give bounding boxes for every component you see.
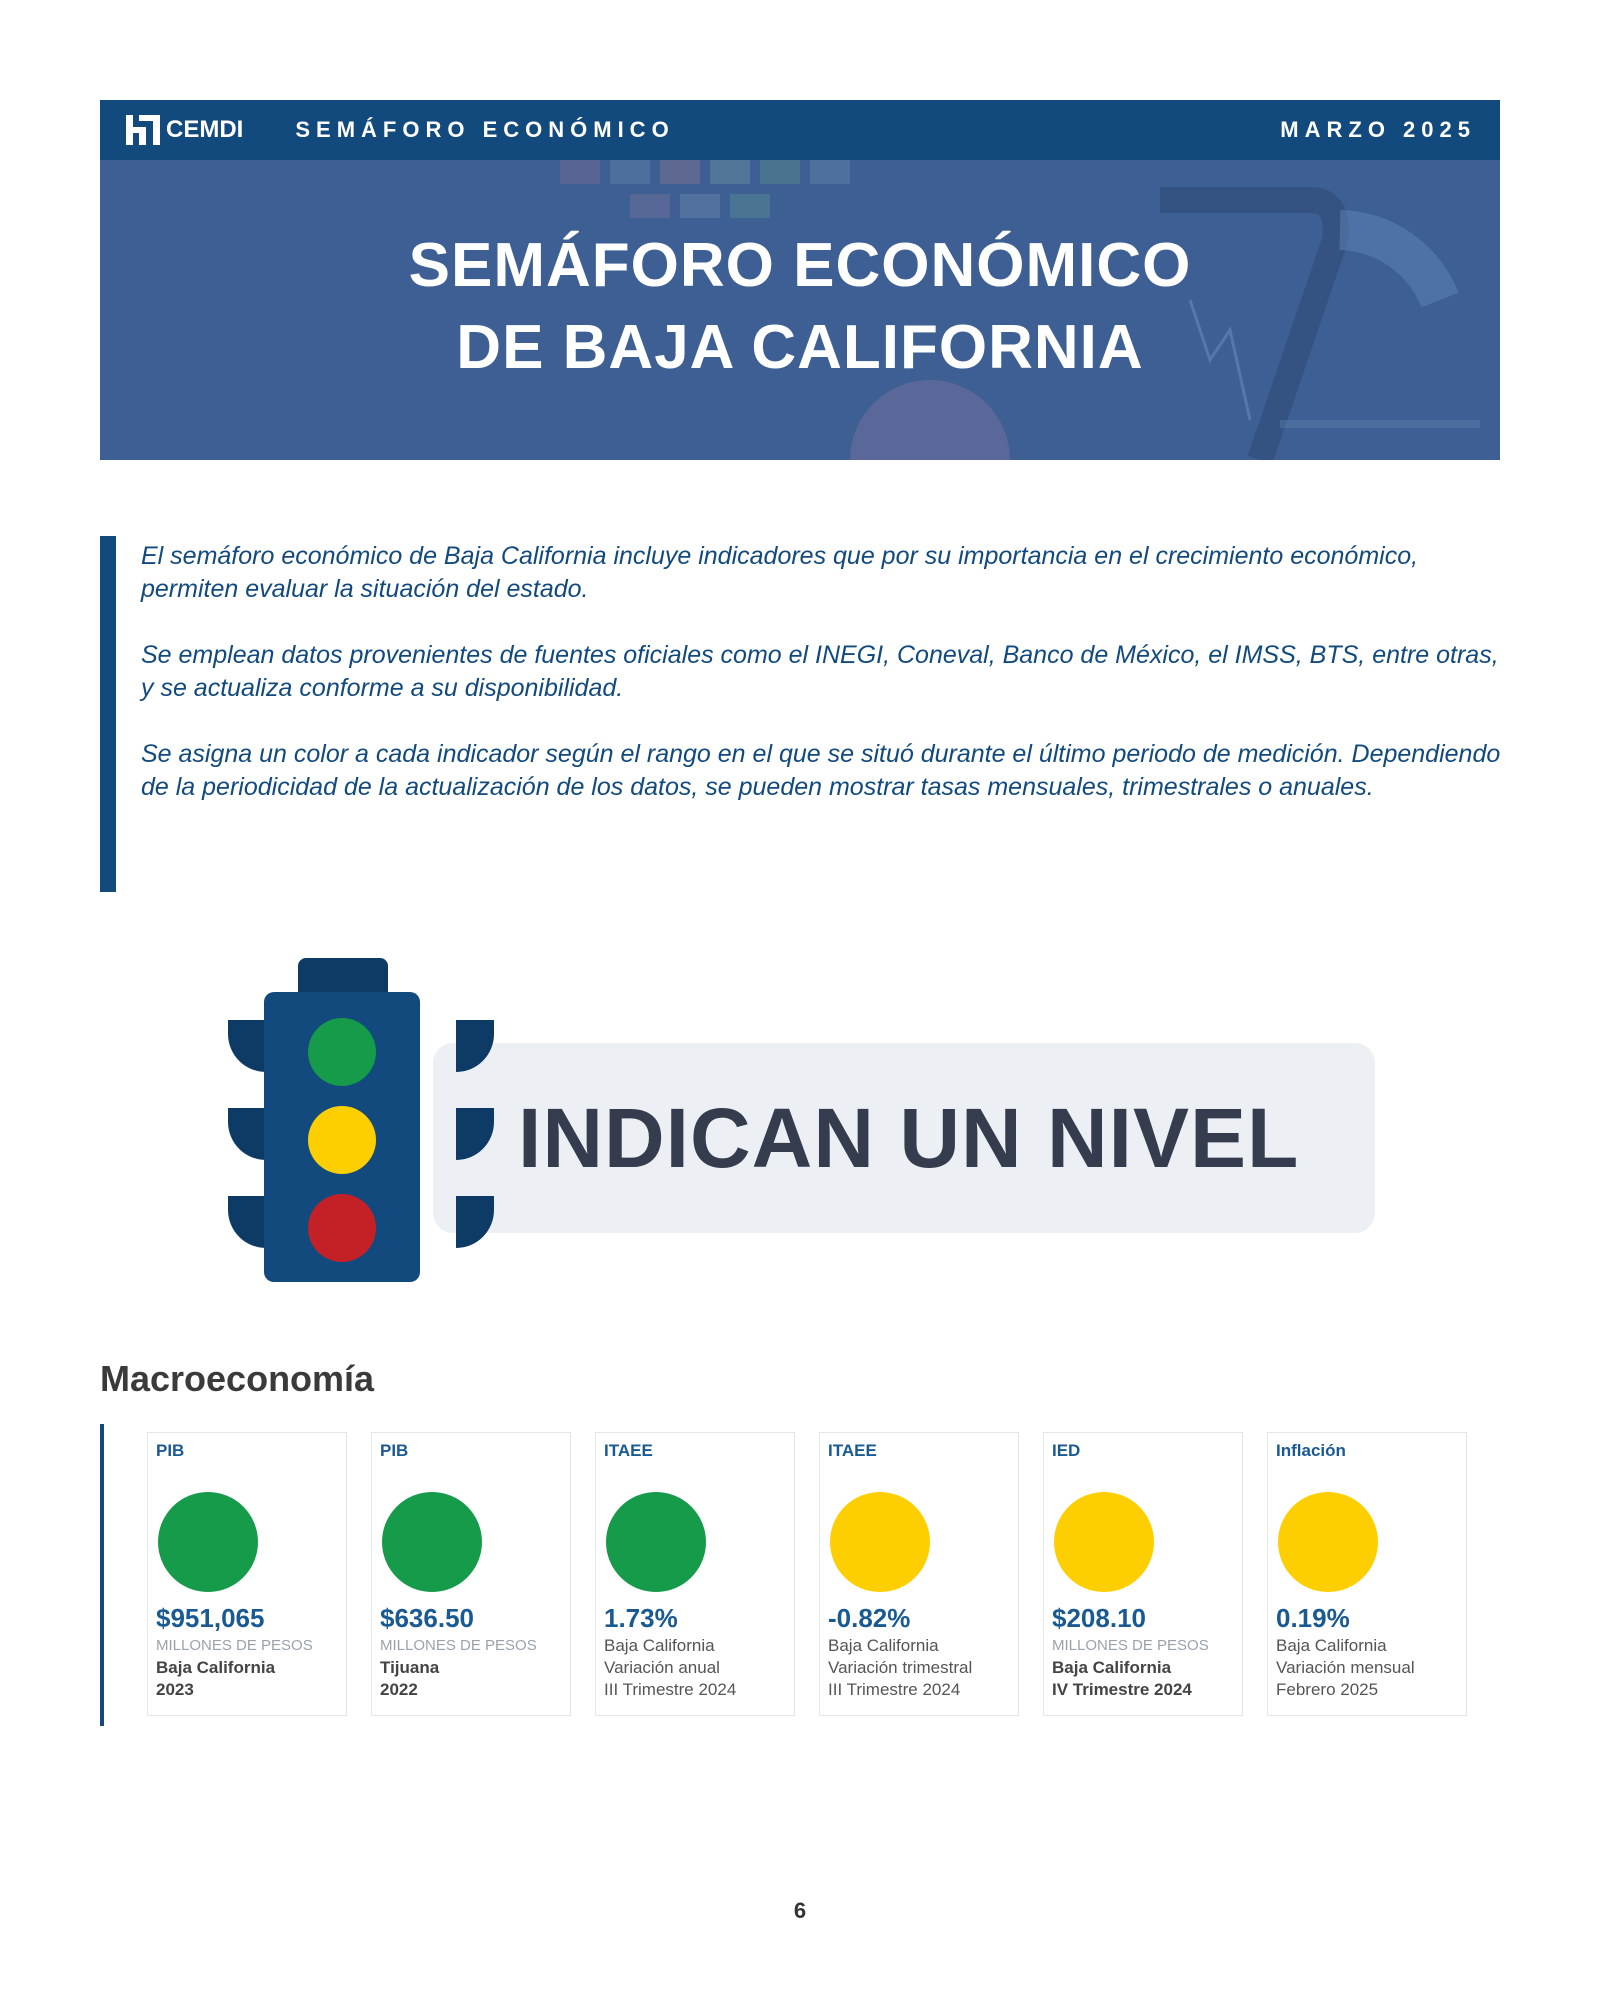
indicator-card [819,1432,1019,1716]
title-banner [100,160,1500,460]
indicator-card [595,1432,795,1716]
indicator-card [1267,1432,1467,1716]
status-indicator-dot [1054,1492,1154,1592]
indicator-unit: MILLONES DE PESOS [380,1637,537,1654]
indicator-title: PIB [380,1441,409,1460]
indicator-measure: Variación trimestral [828,1658,973,1677]
intro-text [141,540,1511,837]
indicator-period: III Trimestre 2024 [828,1680,961,1699]
macro-section-title: Macroeconomía [100,1358,375,1399]
indicator-period: III Trimestre 2024 [604,1680,737,1699]
traffic-light-graphic [228,958,1378,1288]
status-indicator-dot [1278,1492,1378,1592]
green-light [308,1018,376,1086]
indicator-location: Baja California [604,1636,715,1655]
status-indicator-dot [382,1492,482,1592]
intro-accent-bar [100,536,116,892]
indicator-unit: MILLONES DE PESOS [156,1637,313,1654]
banner-title-line1: SEMÁFORO ECONÓMICO [408,231,1192,300]
indicator-location: Tijuana [380,1658,440,1677]
indicator-title: ITAEE [828,1441,877,1460]
indicator-title: ITAEE [604,1441,653,1460]
header-date: MARZO 2025 [1280,117,1476,142]
indicator-title: PIB [156,1441,185,1460]
indicator-title: Inflación [1276,1441,1346,1460]
level-label-text: INDICAN UN NIVEL [518,1091,1300,1185]
indicator-period: IV Trimestre 2024 [1052,1680,1192,1699]
status-indicator-dot [158,1492,258,1592]
traffic-light-visor [228,1196,266,1248]
indicator-period: 2022 [380,1680,418,1699]
macro-accent-bar [100,1424,104,1726]
cemdi-logo-icon [126,113,160,147]
banner-title-line2: DE BAJA CALIFORNIA [456,313,1144,382]
indicator-unit: MILLONES DE PESOS [1052,1637,1209,1654]
indicator-measure: Variación mensual [1276,1658,1415,1677]
indicator-measure: Variación anual [604,1658,720,1677]
indicator-card [147,1432,347,1716]
indicator-value: $208.10 [1052,1603,1146,1633]
indicator-title: IED [1052,1441,1081,1460]
indicator-period: Febrero 2025 [1276,1680,1379,1699]
indicator-location: Baja California [1052,1658,1172,1677]
logo-text: CEMDI [166,116,244,143]
indicator-value: $636.50 [380,1603,474,1633]
indicator-location: Baja California [828,1636,939,1655]
indicator-card [1043,1432,1243,1716]
status-indicator-dot [830,1492,930,1592]
indicator-location: Baja California [156,1658,276,1677]
intro-paragraph-2: Se emplean datos provenientes de fuentes oficiales como el INEGI, Coneval, Banco de México, el IMSS, BTS, entre otras, y se actualiza conforme a su disponibilidad. [141,641,1499,702]
intro-paragraph-1: El semáforo económico de Baja California incluye indicadores que por su importancia en el crecimiento económico, permiten evaluar la situación del estado. [141,542,1419,603]
top-header-bar [100,100,1500,160]
indicator-value: 1.73% [604,1603,678,1633]
indicator-period: 2023 [156,1680,194,1699]
yellow-light [308,1106,376,1174]
traffic-light-visor [228,1020,266,1072]
header-section-name: SEMÁFORO ECONÓMICO [295,117,675,142]
indicator-card [371,1432,571,1716]
red-light [308,1194,376,1262]
traffic-light-visor [456,1196,494,1248]
cemdi-logo [126,113,243,147]
status-indicator-dot [606,1492,706,1592]
banner-title [100,225,1500,389]
intro-paragraph-3: Se asigna un color a cada indicador según el rango en el que se situó durante el último periodo de medición. Dependiendo de la periodicidad de la actualización de los datos, se pueden mostrar tasas mensuales, trimestrales o anuales. [141,740,1501,801]
indicator-value: 0.19% [1276,1603,1350,1633]
indicator-location: Baja California [1276,1636,1387,1655]
traffic-light-visor [228,1108,266,1160]
indicator-value: $951,065 [156,1603,265,1633]
page-number: 6 [793,1898,807,1923]
indicator-cards [147,1432,1491,1716]
indicator-value: -0.82% [828,1603,911,1633]
